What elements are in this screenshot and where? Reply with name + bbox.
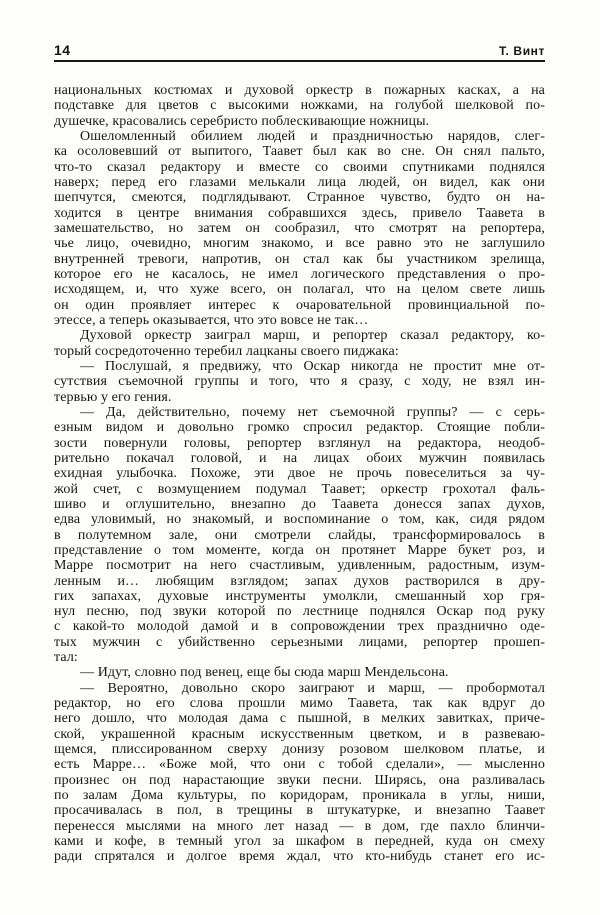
text-line: жой счет, с возмущением подумал Таавет; оркестр грохотал фаль- [54,481,545,497]
text-line: тых мужчин с убийственно серьезными лицами, репортер прошеп- [54,634,545,650]
text-line: — Да, действительно, почему нет съемочной группы? — с серь- [80,404,545,420]
text-line: Марре посмотрит на него счастливым, удивленным, радостным, изум- [54,558,545,574]
text-line: что-то сказал редактору и вместе со своими спутниками поднялся [54,159,545,175]
text-line: душечке, красовались серебристо поблескивающие ножницы. [54,113,430,129]
text-line: внутренней тревоги, напротив, он стал как бы участником зрелища, [54,251,545,267]
text-line: он один проявляет интерес к очаровательной провинциальной по- [54,297,545,313]
text-line: ка осоловевший от выпитого, Таавет был как во сне. Он снял пальто, [54,144,545,160]
text-line: Ошеломленный обилием людей и праздничностью нарядов, слег- [80,128,545,144]
text-line: едва уловимый, но знакомый, и воспоминание о том, как, сидя рядом [54,512,545,528]
text-line: — Вероятно, довольно скоро заиграют и марш, — пробормотал [80,680,545,696]
text-line: произнес он под нарастающие звуки песни. Ширясь, она разливалась [54,772,545,788]
text-line: шиво и оглушительно, внезапно до Таавета донесся запах духов, [54,496,545,512]
text-line: ками и кофе, в темный угол за шкафом в передней, куда он смеху [54,834,545,850]
text-line: подставке для цветов с высокими ножками, на голубой шелковой по- [54,98,545,114]
text-line: в полутемном зале, они смотрели слайды, трансформировалось в [54,527,545,543]
text-line: с какой-то молодой дамой и в сопровождении трех празднично оде- [54,619,545,635]
text-line: которое его не касалось, не имел логического представления о про- [54,266,545,282]
text-block [54,83,545,865]
text-line: исходящем, и, что хуже всего, он полагал, что на целом свете лишь [54,282,545,298]
text-line: зости повернули головы, репортер взглянул на редактора, неодоб- [54,435,545,451]
page-header [54,42,545,62]
text-line: есть Марре… «Боже мой, что они с тобой сделали», — мысленно [54,757,545,773]
text-line: представление о том моменте, когда он протянет Марре букет роз, и [54,542,545,558]
text-line: перенесся мыслями на много лет назад — в дом, где пахло блинчи- [54,818,545,834]
text-line: него дошло, что молодая дама с пышной, в мелких завитках, приче- [54,711,545,727]
text-line: рительно покачал головой, и на лицах обоих мужчин появилась [54,450,545,466]
text-line: торый сосредоточенно теребил лацканы своего пиджака: [54,343,399,359]
text-line: сутствия съемочной группы и того, что я сразу, с ходу, не взял ин- [54,374,545,390]
text-line: щемся, плиссированном сверху донизу розовом шелковом платье, и [54,742,545,758]
text-line: Духовой оркестр заиграл марш, и репортер сказал редактору, ко- [80,328,545,344]
text-line: гих запахах, духовые инструменты умолкли, смешанный хор гря- [54,588,545,604]
text-line: наверх; перед его глазами мелькали лица людей, он видел, как они [54,174,545,190]
page-number: 14 [54,42,71,58]
text-line: — Послушай, я предвижу, что Оскар никогда не простит мне от- [80,358,545,374]
text-line: ходится в центре внимания собравшихся здесь, привело Таавета в [54,205,545,221]
text-line: этессе, а теперь оказывается, что это вовсе не так… [54,312,369,328]
text-line: нул песню, под звуки которой по лестнице поднялся Оскар под руку [54,604,545,620]
text-line: тал: [54,650,78,666]
text-line: чье лицо, очевидно, многим знакомо, и все равно это не заглушило [54,236,545,252]
text-line: шепчутся, смеются, подглядывают. Странное чувство, будто он на- [54,190,545,206]
text-line: ской, украшенной красным искусственным цветком, и в развеваю- [54,726,545,742]
text-line: по залам Дома культуры, по коридорам, проникала в углы, ниши, [54,788,545,804]
text-line: тервью у его гения. [54,389,172,405]
text-line: редактор, но его слова прошли мимо Таавета, так как вдруг до [54,696,545,712]
running-head-author: Т. Винт [498,44,545,58]
text-line: ленным и… любящим взглядом; запах духов растворился в дру- [54,573,545,589]
text-line: ради спрятался и долгое время ждал, что кто-нибудь станет его ис- [54,849,545,865]
text-line: ехидная улыбочка. Похоже, эти двое не прочь повеселиться за чу- [54,466,545,482]
text-line: — Идут, словно под венец, еще бы сюда марш Мендельсона. [80,665,449,681]
text-line: замешательство, но затем он сообразил, что смотрят на репортера, [54,220,545,236]
text-line: просачивалась в пол, в трещины в штукатурке, и внезапно Таавет [54,803,545,819]
text-line: национальных костюмах и духовой оркестр в пожарных касках, а на [54,83,545,98]
text-line: езным видом и довольно громко спросил редактор. Стоящие побли- [54,420,545,436]
